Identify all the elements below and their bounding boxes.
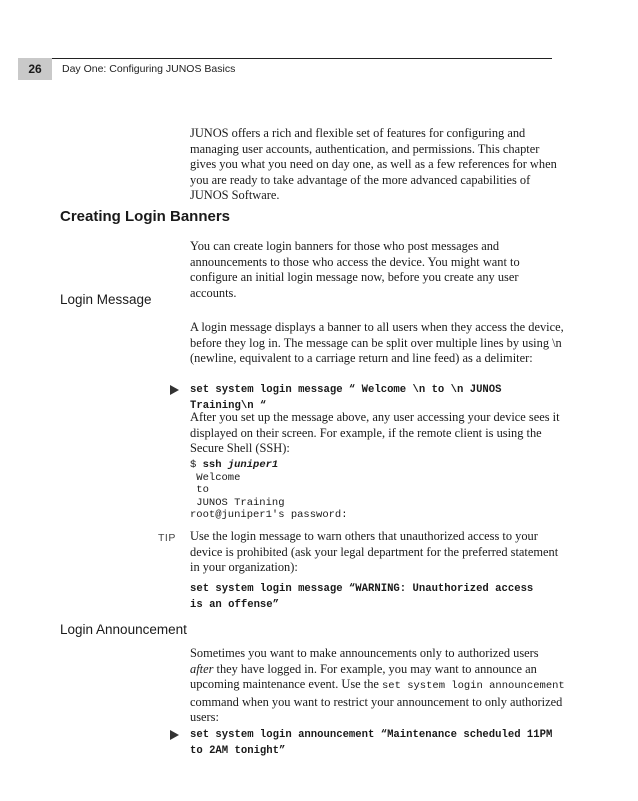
announcement-text-part2: they have logged in. For example, you may want to announce an upcoming maintenance event. Use the [190,661,537,692]
after-message-paragraph [190,410,565,457]
terminal-line-password: root@juniper1's password: [190,509,348,522]
step-arrow-icon [170,385,179,395]
running-title: Day One: Configuring JUNOS Basics [62,63,236,75]
login-message-paragraph [190,320,565,367]
banners-paragraph [190,239,565,301]
terminal-line-junos: JUNOS Training [190,496,285,509]
tip-paragraph [190,529,565,576]
announcement-text-part3: command when you want to restrict your announcement to only authorized users: [190,694,563,725]
intro-text: JUNOS offers a rich and flexible set of features for configuring and managing user accounts, authentication, and permissions. This chapter gives you what you need on day one, as well as a few references for when you are ready to take advantage of the more advanced capabilities of JUNOS Software. [190,126,557,203]
terminal-line-to: to [190,484,209,497]
announcement-command: set system login announcement “Maintenance scheduled 11PM to 2AM tonight” [190,729,553,757]
announcement-text [190,646,565,726]
tip-label: TIP [158,532,176,544]
terminal-ssh-command: ssh [202,459,228,471]
announcement-text-emphasis: after [190,661,214,676]
section-heading-banners: Creating Login Banners [60,208,231,225]
announcement-paragraph [190,646,565,726]
running-header [18,58,552,84]
terminal-host: juniper1 [227,459,279,471]
subheading-login-message: Login Message [60,292,152,307]
ssh-terminal-output [190,459,348,522]
announcement-text-part1: Sometimes you want to make announcements only to authorized users [190,646,539,660]
page-number: 26 [18,58,52,80]
banners-text: You can create login banners for those who post messages and announcements to those who access the device. You might want to configure an initial login message now, before you create any user accounts. [190,239,520,300]
announcement-inline-code: set system login announcement [382,680,565,693]
terminal-line-welcome: Welcome [190,471,241,484]
tip-command: set system login message “WARNING: Unauthorized access is an offense” [190,583,534,611]
step-arrow-icon [170,730,179,740]
subheading-login-announcement: Login Announcement [60,622,187,637]
login-message-command: set system login message “ Welcome \n to \n JUNOS Training\n “ [190,384,502,412]
login-message-text: A login message displays a banner to all users when they access the device, before they log in. The message can be split over multiple lines by using \n (newline, equivalent to a carriage return and line feed) as a delimiter: [190,320,564,366]
intro-paragraph [190,126,565,204]
tip-text: Use the login message to warn others that unauthorized access to your device is prohibited (ask your legal department for the preferred statement in your organization): [190,529,559,575]
after-message-text: After you set up the message above, any user accessing your device sees it displayed on their screen. For example, if the remote client is using the Secure Shell (SSH): [190,410,560,456]
terminal-prompt: $ [190,459,203,471]
